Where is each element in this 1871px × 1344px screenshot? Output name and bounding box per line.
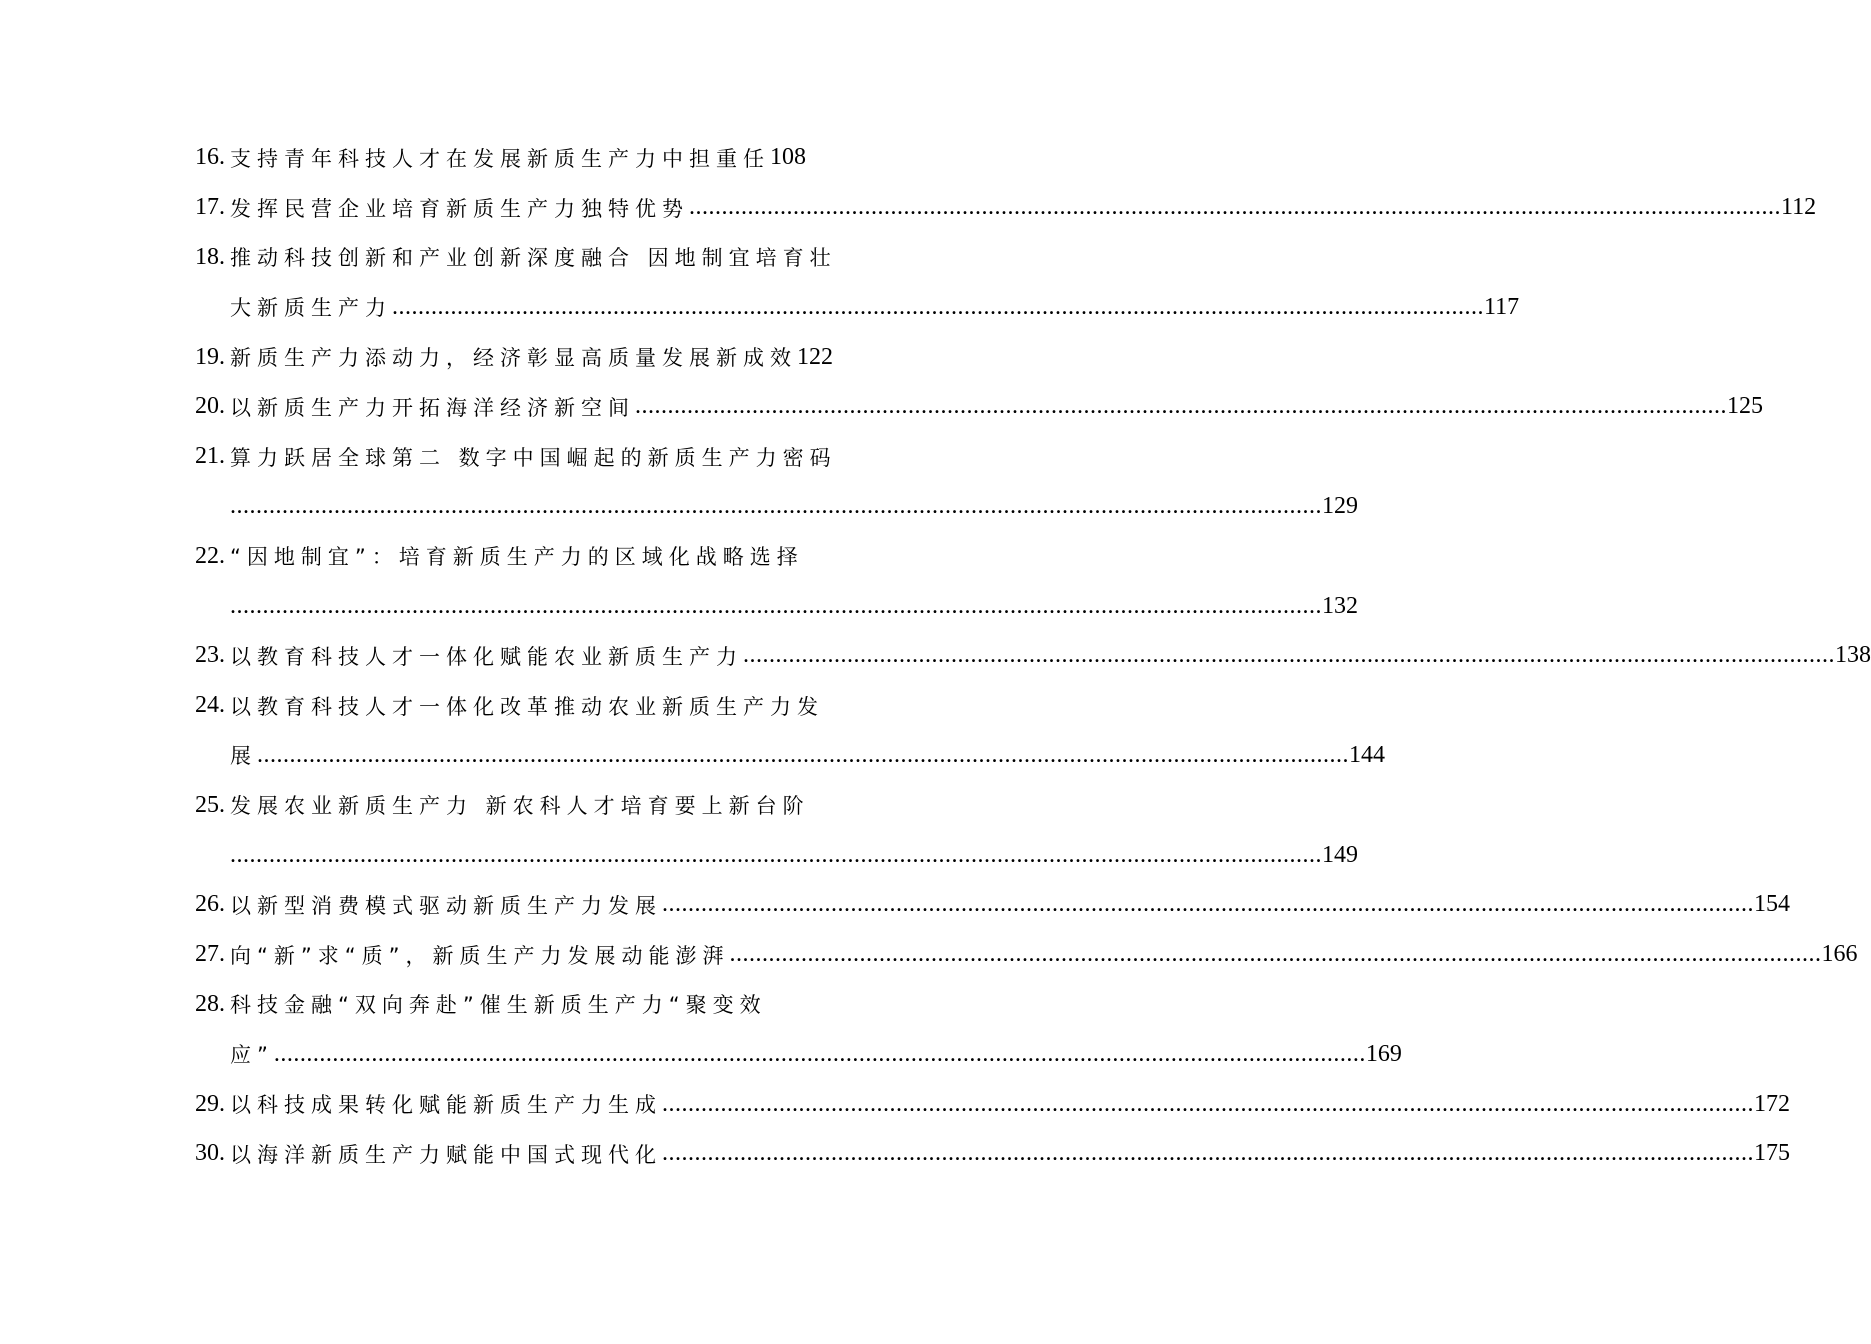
entry-number: 27.: [195, 941, 225, 968]
toc-entry-line[interactable]: [195, 1029, 1402, 1079]
entry-number: 16.: [195, 144, 225, 171]
page-number: 154: [1754, 891, 1790, 918]
toc-entry-line[interactable]: [195, 681, 824, 731]
entry-title: 以新型消费模式驱动新质生产力发展: [230, 893, 662, 918]
entry-title: 应”: [230, 1043, 274, 1068]
toc-entry-line[interactable]: [195, 332, 833, 382]
entry-title: 发挥民营企业培育新质生产力独特优势: [230, 196, 689, 221]
dot-leader: [662, 1140, 1754, 1167]
table-of-contents: [195, 133, 1871, 1179]
page-number: 122: [797, 343, 833, 370]
page-number: 129: [1322, 492, 1358, 519]
page-number: 112: [1781, 194, 1817, 221]
dot-leader: [257, 742, 1349, 769]
entry-title: 以教育科技人才一体化改革推动农业新质生产力发: [230, 694, 824, 719]
page-number: 169: [1365, 1040, 1402, 1067]
entry-title: 向“新”求“质”，新质生产力发展动能澎湃: [230, 943, 730, 968]
dot-leader: [743, 642, 1835, 669]
entry-number: 25.: [195, 791, 225, 818]
toc-entry-line[interactable]: [195, 581, 1358, 631]
entry-number: 30.: [195, 1140, 225, 1167]
dot-leader: [230, 842, 1322, 869]
page-number: 117: [1484, 293, 1520, 320]
page-number: 175: [1754, 1140, 1790, 1167]
entry-title: 展: [230, 744, 257, 769]
toc-entry-line[interactable]: [195, 930, 1858, 980]
entry-title: 发展农业新质生产力 新农科人才培育要上新台阶: [230, 794, 810, 819]
toc-entry-line[interactable]: [195, 780, 810, 830]
entry-number: 29.: [195, 1090, 225, 1117]
entry-number: 26.: [195, 891, 225, 918]
entry-title: 以海洋新质生产力赋能中国式现代化: [230, 1142, 662, 1167]
toc-entry-line[interactable]: [195, 980, 806, 1030]
toc-entry-line[interactable]: [195, 133, 806, 183]
dot-leader: [730, 941, 1822, 968]
dot-leader: [274, 1041, 1366, 1068]
dot-leader: [635, 393, 1727, 420]
dot-leader: [230, 493, 1322, 520]
page-number: 166: [1821, 941, 1858, 968]
entry-number: 19.: [195, 343, 225, 370]
entry-title: 推动科技创新和产业创新深度融合 因地制宜培育壮: [230, 246, 837, 271]
toc-entry-line[interactable]: [195, 183, 1817, 233]
entry-title: “因地制宜”：培育新质生产力的区域化战略选择: [230, 545, 804, 570]
entry-number: 22.: [195, 542, 225, 569]
dot-leader: [230, 593, 1322, 620]
toc-entry-line[interactable]: [195, 880, 1790, 930]
toc-entry-line[interactable]: [195, 282, 1520, 332]
page-number: 144: [1349, 741, 1385, 768]
entry-number: 20.: [195, 393, 225, 420]
entry-title: 以科技成果转化赋能新质生产力生成: [230, 1093, 662, 1118]
dot-leader: [662, 1091, 1754, 1118]
entry-number: 21.: [195, 443, 225, 470]
entry-title: 支持青年科技人才在发展新质生产力中担重任: [230, 146, 770, 171]
dot-leader: [689, 194, 1781, 221]
toc-entry-line[interactable]: [195, 382, 1763, 432]
dot-leader: [392, 294, 1484, 321]
entry-number: 23.: [195, 642, 225, 669]
page-number: 132: [1322, 592, 1358, 619]
page-number: 149: [1322, 841, 1358, 868]
dot-leader: [662, 891, 1754, 918]
toc-entry-line[interactable]: [195, 531, 806, 581]
page-number: 138: [1835, 642, 1871, 669]
page-number: 108: [770, 144, 806, 171]
toc-entry-line[interactable]: [195, 1129, 1790, 1179]
entry-title: 以新质生产力开拓海洋经济新空间: [230, 395, 635, 420]
toc-entry-line[interactable]: [195, 731, 1385, 781]
toc-entry-line[interactable]: [195, 432, 837, 482]
toc-entry-line[interactable]: [195, 631, 1871, 681]
toc-entry-line[interactable]: [195, 482, 1358, 532]
toc-entry-line[interactable]: [195, 830, 1358, 880]
entry-title: 以教育科技人才一体化赋能农业新质生产力: [230, 644, 743, 669]
entry-number: 17.: [195, 194, 225, 221]
entry-title: 新质生产力添动力，经济彰显高质量发展新成效: [230, 346, 797, 371]
entry-number: 18.: [195, 243, 225, 270]
entry-number: 24.: [195, 692, 225, 719]
entry-title: 算力跃居全球第二 数字中国崛起的新质生产力密码: [230, 445, 837, 470]
toc-entry-line[interactable]: [195, 233, 837, 283]
toc-entry-line[interactable]: [195, 1079, 1790, 1129]
entry-title: 大新质生产力: [230, 296, 392, 321]
entry-number: 28.: [195, 990, 225, 1017]
entry-title: 科技金融“双向奔赴”催生新质生产力“聚变效: [230, 993, 767, 1018]
page-number: 125: [1727, 393, 1763, 420]
page-number: 172: [1754, 1090, 1790, 1117]
